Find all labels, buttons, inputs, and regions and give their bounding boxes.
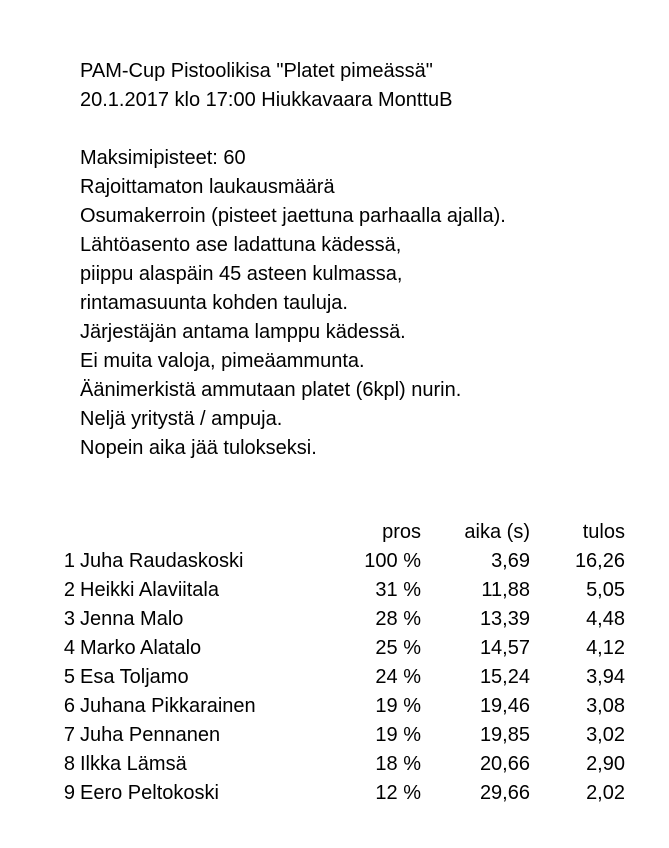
name-cell: Juha Pennanen — [80, 724, 221, 746]
rule-shot-count: Rajoittamaton laukausmäärä — [80, 176, 335, 198]
table-header-row — [0, 518, 669, 547]
table-row — [0, 576, 669, 605]
aika-cell: 19,46 — [479, 695, 530, 717]
rule-lamp: Järjestäjän antama lamppu kädessä. — [80, 321, 406, 343]
rank-cell: 5 — [63, 666, 75, 688]
rule-hit-factor: Osumakerroin (pisteet jaettuna parhaalla ajalla). — [80, 205, 506, 227]
tulos-cell: 2,02 — [586, 782, 625, 804]
table-row — [0, 779, 669, 808]
tulos-cell: 3,02 — [586, 724, 625, 746]
pros-cell: 100 % — [364, 550, 421, 572]
event-info: 20.1.2017 klo 17:00 Hiukkavaara MonttuB — [80, 89, 453, 111]
table-row — [0, 605, 669, 634]
name-cell: Juhana Pikkarainen — [80, 695, 256, 717]
tulos-cell: 5,05 — [586, 579, 625, 601]
rank-cell: 2 — [63, 579, 75, 601]
rank-cell: 7 — [63, 724, 75, 746]
rule-plates: Äänimerkistä ammutaan platet (6kpl) nurin. — [80, 379, 462, 401]
rule-facing-direction: rintamasuunta kohden tauluja. — [80, 292, 348, 314]
table-row — [0, 750, 669, 779]
tulos-cell: 3,08 — [586, 695, 625, 717]
rank-cell: 8 — [63, 753, 75, 775]
column-header-pros: pros — [382, 521, 421, 543]
rule-max-points: Maksimipisteet: 60 — [80, 147, 246, 169]
column-header-tulos: tulos — [582, 521, 625, 543]
column-header-aika: aika (s) — [464, 521, 530, 543]
aika-cell: 29,66 — [479, 782, 530, 804]
pros-cell: 31 % — [375, 579, 421, 601]
aika-cell: 19,85 — [479, 724, 530, 746]
rank-cell: 3 — [63, 608, 75, 630]
aika-cell: 11,88 — [481, 579, 530, 601]
rule-darkness: Ei muita valoja, pimeäammunta. — [80, 350, 365, 372]
table-row — [0, 547, 669, 576]
tulos-cell: 3,94 — [586, 666, 625, 688]
rule-start-position: Lähtöasento ase ladattuna kädessä, — [80, 234, 402, 256]
tulos-cell: 16,26 — [574, 550, 625, 572]
document-title: PAM-Cup Pistoolikisa "Platet pimeässä" — [80, 60, 433, 82]
pros-cell: 18 % — [375, 753, 421, 775]
name-cell: Jenna Malo — [80, 608, 184, 630]
pros-cell: 19 % — [375, 724, 421, 746]
name-cell: Ilkka Lämsä — [80, 753, 187, 775]
pros-cell: 28 % — [375, 608, 421, 630]
rule-attempts: Neljä yritystä / ampuja. — [80, 408, 283, 430]
rank-cell: 9 — [63, 782, 75, 804]
name-cell: Juha Raudaskoski — [80, 550, 244, 572]
aika-cell: 20,66 — [479, 753, 530, 775]
aika-cell: 15,24 — [479, 666, 530, 688]
aika-cell: 13,39 — [479, 608, 530, 630]
table-row — [0, 634, 669, 663]
pros-cell: 12 % — [375, 782, 421, 804]
rank-cell: 1 — [63, 550, 75, 572]
name-cell: Marko Alatalo — [80, 637, 202, 659]
name-cell: Heikki Alaviitala — [80, 579, 219, 601]
tulos-cell: 4,48 — [586, 608, 625, 630]
table-row — [0, 692, 669, 721]
rule-fastest-time: Nopein aika jää tulokseksi. — [80, 437, 317, 459]
name-cell: Eero Peltokoski — [80, 782, 219, 804]
pros-cell: 19 % — [375, 695, 421, 717]
rule-muzzle-angle: piippu alaspäin 45 asteen kulmassa, — [80, 263, 403, 285]
tulos-cell: 2,90 — [586, 753, 625, 775]
rank-cell: 6 — [63, 695, 75, 717]
aika-cell: 14,57 — [479, 637, 530, 659]
rank-cell: 4 — [63, 637, 75, 659]
aika-cell: 3,69 — [491, 550, 530, 572]
pros-cell: 24 % — [375, 666, 421, 688]
name-cell: Esa Toljamo — [80, 666, 189, 688]
results-table — [0, 518, 669, 808]
table-row — [0, 663, 669, 692]
table-row — [0, 721, 669, 750]
tulos-cell: 4,12 — [586, 637, 625, 659]
pros-cell: 25 % — [375, 637, 421, 659]
